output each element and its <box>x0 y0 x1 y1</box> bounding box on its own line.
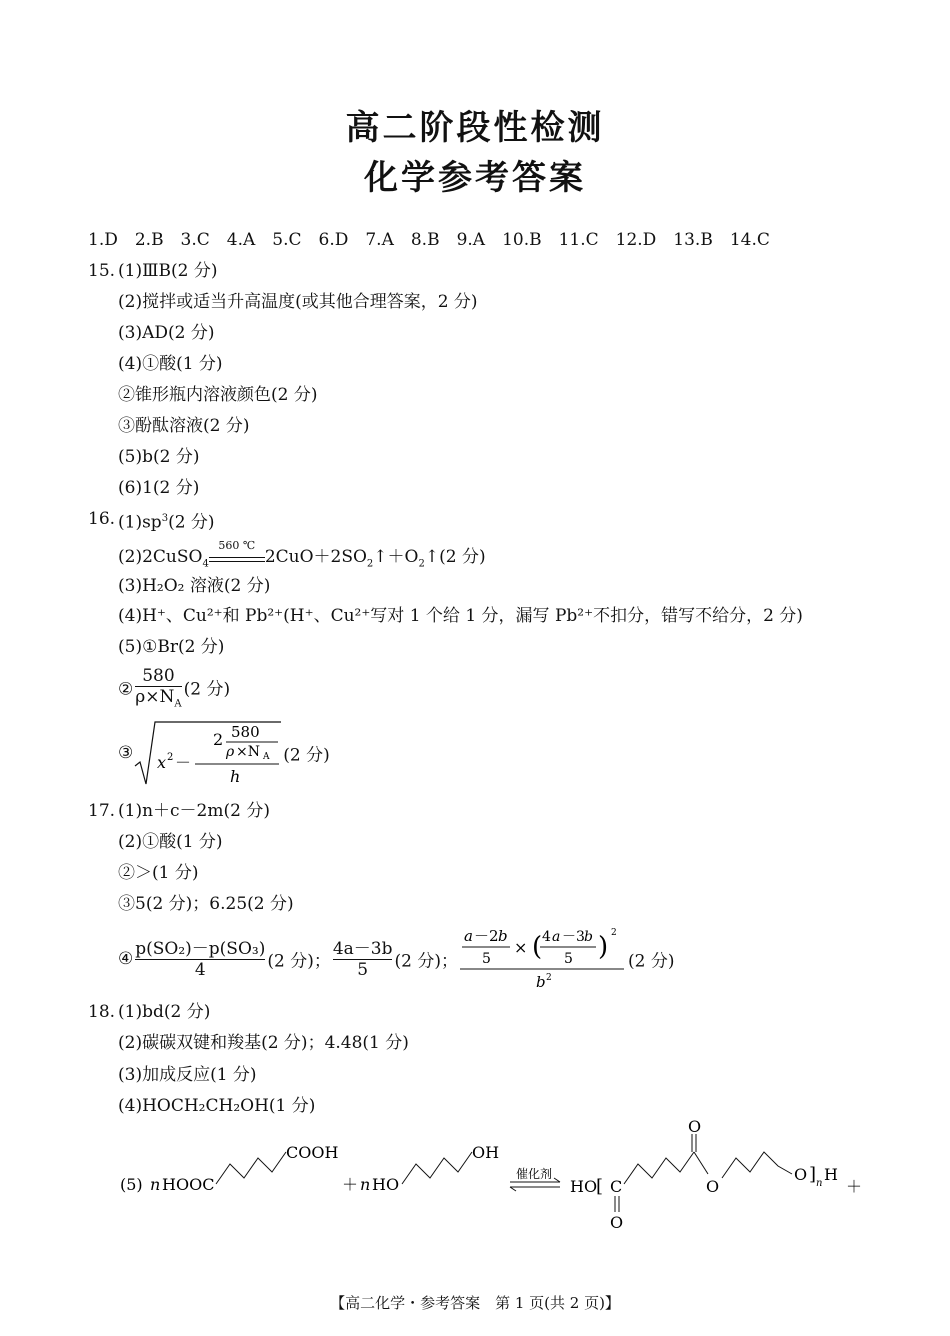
svg-text:×: × <box>513 938 528 957</box>
svg-text:): ) <box>597 932 609 962</box>
q18-number: 18. <box>88 1002 116 1022</box>
svg-text:2: 2 <box>213 730 224 749</box>
svg-text:OH: OH <box>472 1143 500 1162</box>
q17-part2c: ③5(2 分)；6.25(2 分) <box>118 894 294 914</box>
q17-part2d: ④ $\frac{\text{p(SO₂)－p(SO₃)}}{4}$ (2 分)； $\frac{4a-3b}{5}$ (2 分)； a －2 b 5 × ( 4 a －3 b 5 ) 2 b 2 (2 分) <box>118 927 675 991</box>
q18-part3: (3)加成反应(1 分) <box>118 1065 257 1085</box>
svg-text:×N: ×N <box>236 744 261 760</box>
svg-text:COOH: COOH <box>286 1143 339 1162</box>
svg-text:4: 4 <box>541 929 551 945</box>
svg-text:O: O <box>706 1177 720 1196</box>
q17-part1: (1)n＋c－2m(2 分) <box>118 801 270 821</box>
svg-text:O: O <box>610 1213 624 1232</box>
svg-text:n: n <box>150 1175 161 1194</box>
svg-text:ρ: ρ <box>226 744 235 760</box>
svg-text:x: x <box>157 753 167 772</box>
q15-part5: (5)b(2 分) <box>118 447 200 467</box>
svg-text:h: h <box>230 767 241 786</box>
q16-number: 16. <box>88 509 116 529</box>
q16-part5: (5)①Br(2 分) <box>118 637 225 657</box>
svg-text:HO: HO <box>372 1175 400 1194</box>
q16-part1: $(1)sp^3(2$ 分) <box>118 512 215 533</box>
svg-text:－3: －3 <box>561 929 585 945</box>
q16-part5b: ② $\frac{580}{\rho\times N_A}$ (2 分) <box>118 666 230 714</box>
q16-part2-equation: (2)2CuSO$_4$ 560 ℃ $2CuO+2SO_2↑+O_2↑(2$ 分) <box>118 546 486 575</box>
sqrt-expression <box>133 718 283 788</box>
page-footer: 【高二化学・参考答案 第 1 页(共 2 页)】 <box>330 1294 620 1312</box>
polymerization-equation <box>110 1120 870 1235</box>
svg-text:b: b <box>497 927 508 945</box>
q15-part3: (3)AD(2 分) <box>118 323 215 343</box>
svg-text:a: a <box>551 929 561 945</box>
svg-text:H: H <box>824 1165 838 1184</box>
q15-part4: (4)①酸(1 分) <box>118 354 223 374</box>
doc-title-line2: 化学参考答案 <box>364 158 586 198</box>
svg-text:O: O <box>794 1165 808 1184</box>
svg-text:[: [ <box>596 1176 604 1197</box>
q18-part4: (4)HOCH₂CH₂OH(1 分) <box>118 1096 316 1116</box>
svg-text:O: O <box>688 1120 702 1136</box>
pressure-fraction: $\frac{\text{p(SO₂)－p(SO₃)}}{4}$ <box>135 938 266 980</box>
q17-part2: (2)①酸(1 分) <box>118 832 223 852</box>
q15-part4b: ②锥形瓶内溶液颜色(2 分) <box>118 385 318 405</box>
q18-part2: (2)碳碳双键和羧基(2 分)；4.48(1 分) <box>118 1033 409 1053</box>
svg-text:＋: ＋ <box>342 1175 359 1194</box>
svg-text:b: b <box>583 929 593 945</box>
reaction-condition: 560 ℃ <box>218 539 256 552</box>
svg-text:n: n <box>360 1175 371 1194</box>
q15-part6: (6)1(2 分) <box>118 478 200 498</box>
svg-text:＋: ＋ <box>846 1177 863 1196</box>
svg-text:5: 5 <box>563 951 573 967</box>
q18-part5-label: (5) <box>120 1175 143 1194</box>
q15-number: 15. <box>88 261 116 281</box>
svg-text:2: 2 <box>167 752 174 763</box>
svg-text:HOOC: HOOC <box>162 1175 215 1194</box>
doc-title-line1: 高二阶段性检测 <box>345 108 605 148</box>
ab-fraction: $\frac{4a-3b}{5}$ <box>332 938 393 980</box>
svg-text:(: ( <box>531 932 543 962</box>
catalyst-label: 催化剂 <box>516 1167 553 1181</box>
q15-part4c: ③酚酞溶液(2 分) <box>118 416 250 436</box>
equilibrium-constant-expression <box>458 925 628 993</box>
svg-text:HO: HO <box>570 1177 598 1196</box>
svg-text:C: C <box>610 1177 623 1196</box>
svg-text:A: A <box>263 752 270 762</box>
q18-part1: (1)bd(2 分) <box>118 1002 211 1022</box>
svg-text:]: ] <box>809 1164 817 1185</box>
svg-text:580: 580 <box>231 723 260 741</box>
svg-text:a: a <box>463 927 473 945</box>
svg-text:2: 2 <box>545 973 552 983</box>
q16-part4: (4)H⁺、Cu²⁺和 Pb²⁺(H⁺、Cu²⁺写对 1 个给 1 分，漏写 Pb²⁺不扣分，错写不给分，2 分) <box>118 606 803 626</box>
svg-text:－: － <box>175 753 192 772</box>
q15-part1: (1)ⅢB(2 分) <box>118 261 218 281</box>
svg-text:2: 2 <box>610 928 617 938</box>
q16-part5c: ③ x 2 － 2 580 ρ ×N A h (2 分) <box>118 718 330 788</box>
svg-text:n: n <box>816 1178 823 1189</box>
q16-part3: (3)H₂O₂ 溶液(2 分) <box>118 576 271 596</box>
svg-text:－2: －2 <box>473 927 499 945</box>
svg-text:5: 5 <box>481 951 491 967</box>
svg-text:b: b <box>535 973 546 991</box>
density-fraction: $\frac{580}{\rho\times N_A}$ <box>135 666 181 714</box>
q15-part2: (2)搅拌或适当升高温度(或其他合理答案，2 分) <box>118 292 478 312</box>
q17-part2b: ②＞(1 分) <box>118 863 199 883</box>
q17-number: 17. <box>88 801 116 821</box>
mc-answers: 1.D 2.B 3.C 4.A 5.C 6.D 7.A 8.B 9.A 10.B 11.C 12.D 13.B 14.C <box>88 230 770 250</box>
